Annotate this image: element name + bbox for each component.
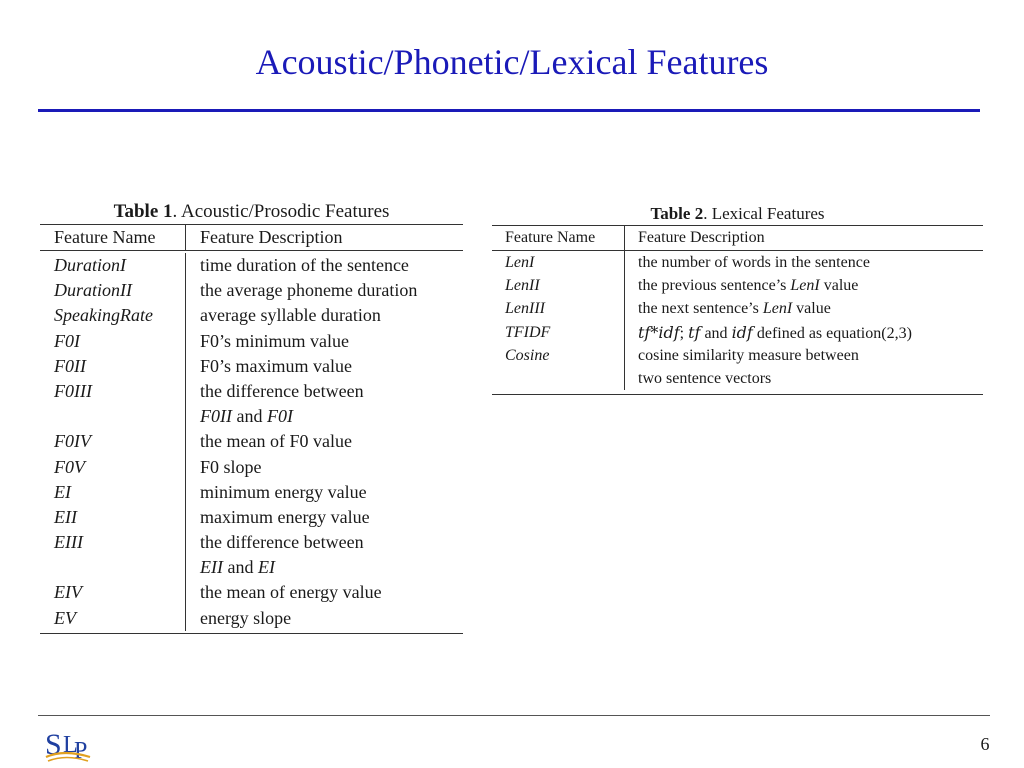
feature-name [492, 367, 625, 390]
table-row [40, 278, 463, 303]
table1-header-desc: Feature Description [200, 227, 343, 247]
svg-text:S: S [45, 728, 62, 761]
feature-name: F0IV [40, 429, 186, 454]
desc-math: tf [688, 322, 701, 342]
table1-body [40, 251, 463, 634]
table1-header-row [40, 224, 463, 251]
table-row [40, 303, 463, 328]
desc-text: value [792, 300, 831, 318]
feature-name: EV [40, 606, 186, 631]
feature-name: DurationI [40, 253, 186, 278]
feature-description: the mean of energy value [200, 582, 382, 603]
table2-header-name: Feature Name [492, 226, 625, 250]
table-row [40, 404, 463, 429]
table-row [40, 555, 463, 580]
table-row [40, 580, 463, 605]
table-row [40, 253, 463, 278]
desc-text: the next sentence’s [638, 300, 763, 318]
desc-text: defined as equation(2,3) [752, 324, 912, 342]
slide-title: Acoustic/Phonetic/Lexical Features [255, 42, 769, 82]
footer-rule [38, 715, 990, 716]
feature-name: EII [40, 505, 186, 530]
desc-text: and [222, 557, 258, 578]
title-underline [38, 109, 980, 112]
table-row [40, 429, 463, 454]
feature-name: F0II [40, 354, 186, 379]
feature-description: maximum energy value [200, 506, 370, 527]
table-row [40, 480, 463, 505]
feature-description: the mean of F0 value [200, 431, 352, 452]
desc-text: and [700, 324, 732, 342]
table2-caption [492, 203, 983, 225]
table1-header-name: Feature Name [40, 225, 186, 250]
table-row [40, 505, 463, 530]
feature-name: LenII [492, 274, 625, 297]
slp-logo-icon [44, 724, 94, 764]
feature-description: F0’s minimum value [200, 330, 350, 351]
feature-name: EIV [40, 580, 186, 605]
feature-description: the difference between [200, 532, 364, 553]
table1-caption-text: . Acoustic/Prosodic Features [172, 201, 390, 222]
table-row [492, 321, 983, 344]
feature-description [625, 274, 858, 297]
feature-description [186, 404, 293, 429]
feature-name: EI [40, 480, 186, 505]
feature-description: the difference between [200, 380, 364, 401]
feature-description [186, 555, 275, 580]
feature-description [625, 367, 771, 390]
feature-description: energy slope [200, 607, 292, 628]
desc-term: LenI [762, 300, 793, 318]
feature-name: Cosine [492, 344, 625, 367]
table-lexical [492, 203, 983, 395]
desc-text: ; [679, 324, 689, 342]
table1-caption [40, 201, 463, 224]
desc-term: F0II [200, 406, 232, 427]
svg-text:L: L [63, 732, 78, 758]
feature-name: F0V [40, 455, 186, 480]
table-row [40, 379, 463, 404]
desc-text: two sentence vectors [638, 369, 772, 387]
feature-name: DurationII [40, 278, 186, 303]
feature-description [625, 297, 831, 320]
feature-description: average syllable duration [200, 305, 381, 326]
table-row [40, 606, 463, 631]
desc-term: LenI [790, 277, 820, 295]
table-row [492, 367, 983, 390]
feature-name: TFIDF [492, 321, 625, 344]
feature-name: LenIII [492, 297, 625, 320]
feature-description [625, 321, 912, 344]
page-number: 6 [980, 734, 990, 754]
table-acoustic-prosodic [40, 201, 463, 634]
feature-name: F0I [40, 329, 186, 354]
desc-term: EI [257, 557, 275, 578]
feature-description [625, 344, 859, 367]
desc-term: F0I [266, 406, 293, 427]
feature-name: EIII [40, 530, 186, 555]
feature-description: the average phoneme duration [200, 280, 418, 301]
table2-caption-text: . Lexical Features [703, 204, 825, 223]
desc-text: the previous sentence’s [638, 277, 791, 295]
table-row [40, 530, 463, 555]
feature-description: F0 slope [200, 456, 262, 477]
table1-caption-label: Table 1 [113, 201, 173, 222]
feature-name: F0III [40, 379, 186, 404]
svg-text:P: P [74, 738, 88, 764]
feature-description: time duration of the sentence [200, 255, 409, 275]
table-row [40, 329, 463, 354]
table2-header-desc: Feature Description [638, 229, 765, 246]
desc-text: value [819, 277, 859, 295]
desc-math: idf [731, 322, 753, 342]
feature-description: F0’s maximum value [200, 355, 352, 376]
table2-caption-label: Table 2 [650, 204, 704, 223]
feature-description [625, 251, 870, 274]
table2-body [492, 251, 983, 395]
table-row [492, 344, 983, 367]
feature-name: SpeakingRate [40, 303, 186, 328]
table-row [40, 354, 463, 379]
feature-description: minimum energy value [200, 481, 367, 502]
desc-text: the number of words in the sentence [638, 254, 870, 271]
feature-name: LenI [492, 251, 625, 274]
table-row [492, 297, 983, 320]
desc-math: tf*idf [638, 322, 680, 342]
desc-text: and [231, 406, 267, 427]
feature-name [40, 404, 186, 429]
table-row [40, 455, 463, 480]
desc-text: cosine similarity measure between [638, 346, 859, 364]
desc-term: EII [200, 557, 223, 578]
table2-header-row [492, 225, 983, 251]
table-row [492, 274, 983, 297]
table-row [492, 251, 983, 274]
feature-name [40, 555, 186, 580]
